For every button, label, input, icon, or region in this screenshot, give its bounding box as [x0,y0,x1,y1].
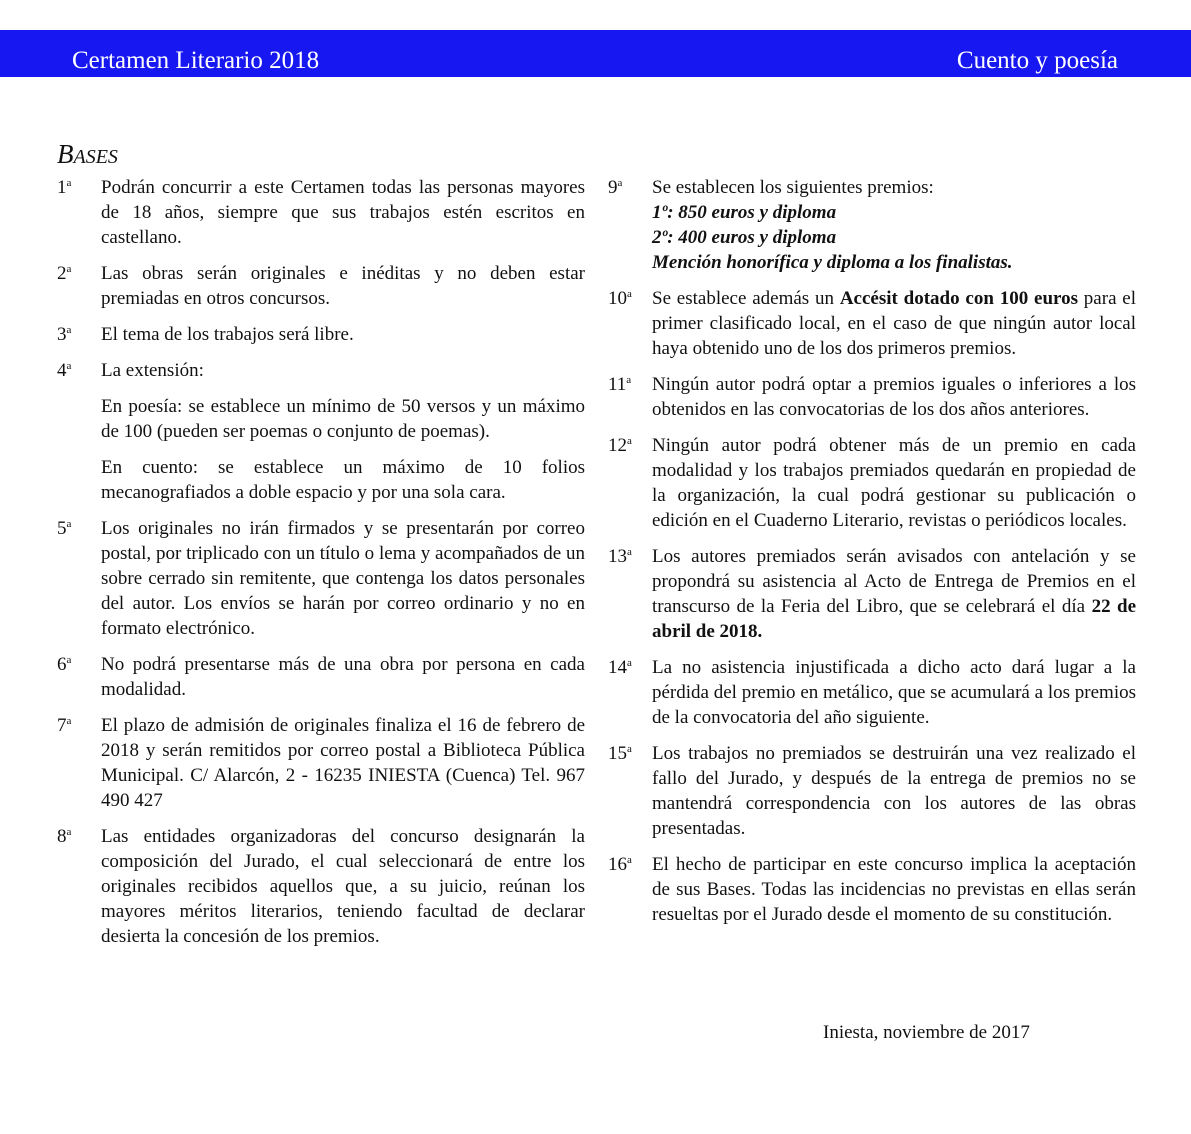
clause-3 [57,322,585,347]
prize-honorable-mention: Mención honorífica y diploma a los finalistas. [652,252,1013,273]
signature-place-date: Iniesta, noviembre de 2017 [823,1022,1030,1043]
clause-13 [608,544,1136,644]
clause-poetry-extension: En poesía: se establece un mínimo de 50 versos y un máximo de 100 (pueden ser poemas o conjunto de poemas). [101,396,585,442]
clause-4 [57,358,585,505]
clause-text: Los originales no irán firmados y se presentarán por correo postal, por triplicado con un título o lema y acompañados de un sobre cerrado sin remitente, que contenga los datos personales del autor. Los envíos se harán por correo ordinario y no en formato electrónico. [101,518,585,639]
clause-10 [608,286,1136,361]
clause-12 [608,433,1136,533]
ceremony-date: 22 de abril de 2018. [652,596,1137,642]
clause-number: 15$^a$ [608,743,632,764]
clause-text: Las entidades organizadoras del concurso designarán la composición del Jurado, el cual seleccionará de entre los originales recibidos aquellos que, a su juicio, reúnan los mayores méritos literarios, teniendo facultad de declarar desierta la concesión de los premios. [101,826,585,947]
clause-5 [57,516,585,641]
clause-text: Las obras serán originales e inéditas y no deben estar premiadas en otros concursos. [101,263,585,309]
clause-number: 7$^a$ [57,715,72,736]
clause-7 [57,713,585,813]
clause-text: El plazo de admisión de originales finaliza el 16 de febrero de 2018 y serán remitidos por correo postal a Biblioteca Pública Municipal. C/ Alarcón, 2 - 16235 INIESTA (Cuenca) Tel. 967 490 427 [101,715,585,811]
clause-text: Se establecen los siguientes premios: 1º: 850 euros y diploma 2º: 400 euros y diploma Mención honorífica y diploma a los finalistas. [652,177,1013,273]
clause-number: 6$^a$ [57,654,72,675]
clause-text: Ningún autor podrá obtener más de un premio en cada modalidad y los trabajos premiados quedarán en propiedad de la organización, la cual podrá gestionar su publicación o edición en el Cuaderno Literario, revistas o periódicos locales. [652,435,1136,531]
section-title-initial: B [57,138,74,169]
clause-number: 2$^a$ [57,263,72,284]
clause-text: Se establece además un Accésit dotado con 100 euros para el primer clasificado local, en el caso de que ningún autor local haya obtenido uno de los dos primeros premios. [652,288,1137,359]
section-title-rest: ASES [73,145,118,168]
clause-number: 12$^a$ [608,435,632,456]
clause-number: 13$^a$ [608,546,632,567]
section-title [57,139,118,172]
clause-15 [608,741,1136,841]
clause-text: La extensión: [101,360,204,381]
clause-text: Ningún autor podrá optar a premios iguales o inferiores a los obtenidos en las convocatorias de los dos años anteriores. [652,374,1136,420]
clause-number: 16$^a$ [608,854,632,875]
clause-number: 9$^a$ [608,177,623,198]
clause-text: Los autores premiados serán avisados con antelación y se propondrá su asistencia al Acto de Entrega de Premios en el transcurso de la Feria del Libro, que se celebrará el día 22 de abril de 2018. [652,546,1137,642]
clause-14 [608,655,1136,730]
clause-6 [57,652,585,702]
clause-number: 3$^a$ [57,324,72,345]
clause-1 [57,175,585,250]
accesit-prize: Accésit dotado con 100 euros [839,288,1078,309]
clause-number: 4$^a$ [57,360,72,381]
clause-text: Podrán concurrir a este Certamen todas las personas mayores de 18 años, siempre que sus trabajos estén escritos en castellano. [101,177,585,248]
clause-number: 1$^a$ [57,177,72,198]
right-column [608,175,1136,938]
clause-number: 11$^a$ [608,374,632,395]
clause-16 [608,852,1136,927]
clause-story-extension: En cuento: se establece un máximo de 10 folios mecanografiados a doble espacio y por una sola cara. [101,457,585,503]
clause-8 [57,824,585,949]
clause-11 [608,372,1136,422]
clause-number: 10$^a$ [608,288,632,309]
clause-text: La no asistencia injustificada a dicho acto dará lugar a la pérdida del premio en metálico, que se acumulará a los premios de la convocatoria del año siguiente. [652,657,1136,728]
clause-number: 5$^a$ [57,518,72,539]
header-subtitle: Cuento y poesía [956,47,1118,74]
prize-second: 2º: 400 euros y diploma [652,227,837,248]
clause-number: 14$^a$ [608,657,632,678]
clause-text: No podrá presentarse más de una obra por persona en cada modalidad. [101,654,585,700]
header-title: Certamen Literario 2018 [72,47,320,74]
prize-first: 1º: 850 euros y diploma [652,202,837,223]
clause-number: 8$^a$ [57,826,72,847]
clause-text: El hecho de participar en este concurso implica la aceptación de sus Bases. Todas las incidencias no previstas en ellas serán resueltas por el Jurado desde el momento de su constitución. [652,854,1136,925]
left-column [57,175,585,960]
clause-text: El tema de los trabajos será libre. [101,324,354,345]
clause-9 [608,175,1136,275]
clause-text: Los trabajos no premiados se destruirán una vez realizado el fallo del Jurado, y después de la entrega de premios no se mantendrá correspondencia con los autores de las obras presentadas. [652,743,1136,839]
clause-2 [57,261,585,311]
